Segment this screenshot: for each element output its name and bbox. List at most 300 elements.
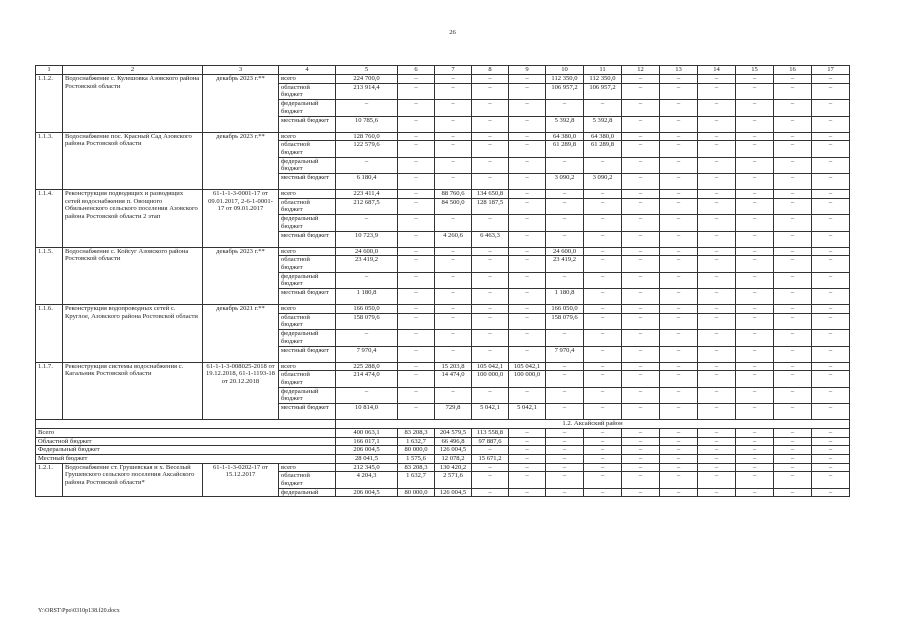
amount-cell: 12 078,2 bbox=[435, 454, 472, 463]
amount-cell: – bbox=[509, 428, 546, 437]
amount-cell: – bbox=[736, 387, 774, 403]
amount-cell: – bbox=[812, 256, 850, 272]
amount-cell: – bbox=[509, 132, 546, 141]
funding-source: областной бюджет bbox=[279, 472, 336, 488]
funding-source: всего bbox=[279, 305, 336, 314]
amount-cell: – bbox=[660, 404, 698, 420]
amount-cell: – bbox=[435, 116, 472, 132]
funding-source: областной бюджет bbox=[279, 83, 336, 99]
amount-cell: – bbox=[472, 83, 509, 99]
item-number: 1.1.7. bbox=[36, 362, 63, 420]
amount-cell: 166 050,0 bbox=[546, 305, 584, 314]
amount-cell: – bbox=[435, 83, 472, 99]
amount-cell: – bbox=[509, 247, 546, 256]
total-label: Всего bbox=[36, 428, 336, 437]
amount-cell: – bbox=[546, 371, 584, 387]
item-name: Реконструкция водопроводных сетей с. Круглое, Азовского района Ростовской области bbox=[63, 305, 203, 363]
amount-cell: – bbox=[660, 256, 698, 272]
item-name: Водоснабжение с. Кулешовка Азовского района Ростовской области bbox=[63, 75, 203, 133]
amount-cell: – bbox=[584, 247, 622, 256]
amount-cell: – bbox=[509, 454, 546, 463]
amount-cell: 106 957,2 bbox=[584, 83, 622, 99]
amount-cell: – bbox=[336, 272, 398, 288]
funding-source: всего bbox=[279, 190, 336, 199]
amount-cell: – bbox=[736, 83, 774, 99]
amount-cell: – bbox=[736, 371, 774, 387]
amount-cell: – bbox=[660, 247, 698, 256]
funding-source: федеральный бюджет bbox=[279, 215, 336, 231]
table-row bbox=[36, 305, 850, 314]
column-number-row bbox=[36, 66, 850, 75]
amount-cell: – bbox=[472, 157, 509, 173]
amount-cell: – bbox=[736, 404, 774, 420]
amount-cell: – bbox=[584, 437, 622, 446]
amount-cell: – bbox=[622, 404, 660, 420]
total-label: Федеральный бюджет bbox=[36, 446, 336, 455]
amount-cell: – bbox=[698, 330, 736, 346]
amount-cell: 158 079,6 bbox=[336, 313, 398, 329]
amount-cell: 10 785,6 bbox=[336, 116, 398, 132]
amount-cell: 729,8 bbox=[435, 404, 472, 420]
amount-cell: – bbox=[546, 472, 584, 488]
table-body bbox=[36, 66, 850, 497]
amount-cell: – bbox=[660, 174, 698, 190]
amount-cell: – bbox=[698, 116, 736, 132]
amount-cell: – bbox=[812, 404, 850, 420]
amount-cell: – bbox=[622, 215, 660, 231]
amount-cell: – bbox=[398, 100, 435, 116]
table-row bbox=[36, 75, 850, 84]
amount-cell: – bbox=[774, 313, 812, 329]
amount-cell: – bbox=[774, 463, 812, 472]
amount-cell: – bbox=[509, 231, 546, 247]
district-row bbox=[36, 420, 850, 429]
amount-cell: – bbox=[774, 488, 812, 497]
amount-cell: – bbox=[660, 289, 698, 305]
amount-cell: – bbox=[336, 215, 398, 231]
column-number: 8 bbox=[472, 66, 509, 75]
column-number: 6 bbox=[398, 66, 435, 75]
funding-source: федеральный бюджет bbox=[279, 387, 336, 403]
amount-cell: 23 419,2 bbox=[336, 256, 398, 272]
amount-cell: – bbox=[398, 75, 435, 84]
amount-cell: – bbox=[736, 289, 774, 305]
amount-cell: – bbox=[698, 305, 736, 314]
amount-cell: – bbox=[435, 289, 472, 305]
total-row bbox=[36, 437, 850, 446]
amount-cell: – bbox=[509, 174, 546, 190]
amount-cell: – bbox=[774, 198, 812, 214]
amount-cell: – bbox=[472, 132, 509, 141]
amount-cell: 1 632,7 bbox=[398, 437, 435, 446]
amount-cell: – bbox=[736, 157, 774, 173]
amount-cell: – bbox=[660, 141, 698, 157]
file-path-footer: Y:\ORST\Ppo\0310p138.f20.docx bbox=[38, 608, 120, 614]
amount-cell: – bbox=[546, 330, 584, 346]
amount-cell: – bbox=[660, 454, 698, 463]
amount-cell: – bbox=[509, 141, 546, 157]
amount-cell: – bbox=[622, 174, 660, 190]
column-number: 9 bbox=[509, 66, 546, 75]
amount-cell: – bbox=[774, 371, 812, 387]
amount-cell: – bbox=[660, 215, 698, 231]
amount-cell: – bbox=[398, 132, 435, 141]
amount-cell: – bbox=[584, 231, 622, 247]
amount-cell: – bbox=[398, 272, 435, 288]
amount-cell: – bbox=[472, 463, 509, 472]
amount-cell: – bbox=[546, 387, 584, 403]
item-name: Реконструкция подводящих и разводящих сетей водоснабжения п. Овощного Обильненского сельского поселения Азовского района Ростовской области 2 этап bbox=[63, 190, 203, 248]
amount-cell: 112 350,0 bbox=[584, 75, 622, 84]
amount-cell: – bbox=[584, 488, 622, 497]
funding-source: всего bbox=[279, 75, 336, 84]
amount-cell: 80 000,0 bbox=[398, 488, 435, 497]
amount-cell: – bbox=[812, 141, 850, 157]
amount-cell: – bbox=[622, 463, 660, 472]
amount-cell: – bbox=[546, 428, 584, 437]
amount-cell: – bbox=[472, 116, 509, 132]
amount-cell: – bbox=[736, 313, 774, 329]
amount-cell: – bbox=[736, 330, 774, 346]
amount-cell: – bbox=[774, 157, 812, 173]
amount-cell: – bbox=[698, 198, 736, 214]
amount-cell: 5 042,1 bbox=[509, 404, 546, 420]
amount-cell: – bbox=[398, 387, 435, 403]
amount-cell: – bbox=[584, 313, 622, 329]
amount-cell: – bbox=[398, 190, 435, 199]
amount-cell: 24 600,0 bbox=[336, 247, 398, 256]
amount-cell: – bbox=[698, 75, 736, 84]
amount-cell: 5 392,8 bbox=[546, 116, 584, 132]
amount-cell: – bbox=[660, 446, 698, 455]
amount-cell: – bbox=[812, 190, 850, 199]
amount-cell: – bbox=[546, 362, 584, 371]
amount-cell: – bbox=[472, 387, 509, 403]
amount-cell: – bbox=[660, 387, 698, 403]
amount-cell: – bbox=[584, 428, 622, 437]
financing-table bbox=[35, 65, 850, 497]
amount-cell: – bbox=[774, 472, 812, 488]
amount-cell: – bbox=[736, 174, 774, 190]
amount-cell: – bbox=[774, 428, 812, 437]
amount-cell: – bbox=[622, 289, 660, 305]
amount-cell: – bbox=[509, 330, 546, 346]
amount-cell: – bbox=[812, 116, 850, 132]
funding-source: местный бюджет bbox=[279, 231, 336, 247]
amount-cell: – bbox=[336, 330, 398, 346]
amount-cell: – bbox=[774, 231, 812, 247]
amount-cell: – bbox=[622, 231, 660, 247]
amount-cell: – bbox=[698, 387, 736, 403]
amount-cell: – bbox=[435, 346, 472, 362]
funding-source: федеральный бюджет bbox=[279, 330, 336, 346]
amount-cell: – bbox=[472, 446, 509, 455]
amount-cell: – bbox=[736, 428, 774, 437]
amount-cell: 61 289,8 bbox=[546, 141, 584, 157]
amount-cell: – bbox=[509, 157, 546, 173]
amount-cell: – bbox=[584, 404, 622, 420]
amount-cell: – bbox=[622, 157, 660, 173]
amount-cell: – bbox=[812, 428, 850, 437]
amount-cell: – bbox=[736, 454, 774, 463]
amount-cell: – bbox=[435, 330, 472, 346]
amount-cell: – bbox=[812, 488, 850, 497]
district-title: 1.2. Аксайский район bbox=[336, 420, 850, 429]
amount-cell: – bbox=[435, 387, 472, 403]
amount-cell: – bbox=[546, 463, 584, 472]
amount-cell: – bbox=[736, 256, 774, 272]
amount-cell: – bbox=[509, 272, 546, 288]
amount-cell: 105 042,1 bbox=[472, 362, 509, 371]
item-term: 61-1-1-3-0202-17 от 15.12.2017 bbox=[203, 463, 279, 497]
amount-cell: 14 474,0 bbox=[435, 371, 472, 387]
table-row bbox=[36, 132, 850, 141]
amount-cell: – bbox=[698, 404, 736, 420]
amount-cell: – bbox=[774, 75, 812, 84]
amount-cell: – bbox=[584, 387, 622, 403]
amount-cell: – bbox=[736, 463, 774, 472]
amount-cell: 88 760,6 bbox=[435, 190, 472, 199]
amount-cell: – bbox=[698, 256, 736, 272]
amount-cell: – bbox=[398, 83, 435, 99]
amount-cell: – bbox=[622, 100, 660, 116]
amount-cell: – bbox=[812, 100, 850, 116]
amount-cell: – bbox=[435, 305, 472, 314]
amount-cell: – bbox=[812, 472, 850, 488]
amount-cell: – bbox=[622, 141, 660, 157]
amount-cell: 213 914,4 bbox=[336, 83, 398, 99]
amount-cell: – bbox=[736, 132, 774, 141]
amount-cell: – bbox=[812, 454, 850, 463]
amount-cell: 105 042,1 bbox=[509, 362, 546, 371]
amount-cell: – bbox=[774, 132, 812, 141]
amount-cell: – bbox=[774, 404, 812, 420]
amount-cell: – bbox=[584, 472, 622, 488]
amount-cell: – bbox=[774, 256, 812, 272]
item-number: 1.1.6. bbox=[36, 305, 63, 363]
amount-cell: – bbox=[546, 231, 584, 247]
amount-cell: – bbox=[736, 272, 774, 288]
item-term: декабрь 2023 г.** bbox=[203, 75, 279, 133]
amount-cell: – bbox=[622, 362, 660, 371]
amount-cell: – bbox=[812, 272, 850, 288]
amount-cell: – bbox=[546, 198, 584, 214]
amount-cell: – bbox=[660, 305, 698, 314]
amount-cell: – bbox=[584, 256, 622, 272]
amount-cell: – bbox=[812, 215, 850, 231]
amount-cell: – bbox=[660, 272, 698, 288]
amount-cell: – bbox=[736, 75, 774, 84]
amount-cell: – bbox=[622, 75, 660, 84]
amount-cell: – bbox=[736, 488, 774, 497]
amount-cell: – bbox=[472, 141, 509, 157]
amount-cell: 204 579,5 bbox=[435, 428, 472, 437]
column-number: 13 bbox=[660, 66, 698, 75]
amount-cell: – bbox=[736, 247, 774, 256]
amount-cell: – bbox=[435, 75, 472, 84]
amount-cell: – bbox=[812, 313, 850, 329]
amount-cell: – bbox=[509, 116, 546, 132]
amount-cell: – bbox=[622, 472, 660, 488]
column-number: 16 bbox=[774, 66, 812, 75]
amount-cell: – bbox=[584, 215, 622, 231]
amount-cell: – bbox=[435, 141, 472, 157]
amount-cell: – bbox=[509, 305, 546, 314]
amount-cell: – bbox=[774, 116, 812, 132]
amount-cell: – bbox=[546, 190, 584, 199]
amount-cell: 223 411,4 bbox=[336, 190, 398, 199]
amount-cell: – bbox=[736, 362, 774, 371]
amount-cell: – bbox=[660, 100, 698, 116]
amount-cell: – bbox=[698, 488, 736, 497]
item-term: декабрь 2023 г.** bbox=[203, 132, 279, 190]
amount-cell: – bbox=[622, 387, 660, 403]
amount-cell: – bbox=[622, 446, 660, 455]
amount-cell: – bbox=[435, 215, 472, 231]
amount-cell: – bbox=[509, 488, 546, 497]
amount-cell: 64 380,0 bbox=[584, 132, 622, 141]
amount-cell: – bbox=[398, 371, 435, 387]
amount-cell: 126 004,5 bbox=[435, 488, 472, 497]
amount-cell: – bbox=[472, 488, 509, 497]
funding-source: федеральный бюджет bbox=[279, 100, 336, 116]
amount-cell: – bbox=[546, 404, 584, 420]
item-number: 1.2.1. bbox=[36, 463, 63, 497]
amount-cell: – bbox=[660, 371, 698, 387]
item-number: 1.1.2. bbox=[36, 75, 63, 133]
amount-cell: – bbox=[622, 313, 660, 329]
amount-cell: 24 600,0 bbox=[546, 247, 584, 256]
total-label: Местный бюджет bbox=[36, 454, 336, 463]
amount-cell: – bbox=[812, 157, 850, 173]
amount-cell: – bbox=[509, 472, 546, 488]
amount-cell: – bbox=[698, 346, 736, 362]
amount-cell: – bbox=[660, 313, 698, 329]
amount-cell: – bbox=[660, 231, 698, 247]
amount-cell: – bbox=[660, 75, 698, 84]
amount-cell: – bbox=[509, 100, 546, 116]
column-number: 15 bbox=[736, 66, 774, 75]
column-number: 11 bbox=[584, 66, 622, 75]
amount-cell: 1 632,7 bbox=[398, 472, 435, 488]
amount-cell: 100 000,0 bbox=[472, 371, 509, 387]
amount-cell: 4 260,6 bbox=[435, 231, 472, 247]
item-name: Реконструкция системы водоснабжения с. Кагальник Ростовской области bbox=[63, 362, 203, 420]
amount-cell: – bbox=[398, 141, 435, 157]
amount-cell: – bbox=[622, 371, 660, 387]
amount-cell: – bbox=[812, 362, 850, 371]
amount-cell: 1 180,8 bbox=[336, 289, 398, 305]
column-number: 7 bbox=[435, 66, 472, 75]
funding-source: всего bbox=[279, 132, 336, 141]
amount-cell: – bbox=[736, 141, 774, 157]
amount-cell: – bbox=[472, 174, 509, 190]
amount-cell: 66 496,8 bbox=[435, 437, 472, 446]
amount-cell: – bbox=[472, 256, 509, 272]
amount-cell: – bbox=[509, 387, 546, 403]
amount-cell: – bbox=[698, 174, 736, 190]
amount-cell: – bbox=[472, 100, 509, 116]
amount-cell: 97 887,6 bbox=[472, 437, 509, 446]
amount-cell: – bbox=[660, 157, 698, 173]
amount-cell: – bbox=[546, 446, 584, 455]
amount-cell: 212 687,5 bbox=[336, 198, 398, 214]
amount-cell: 23 419,2 bbox=[546, 256, 584, 272]
amount-cell: – bbox=[812, 198, 850, 214]
amount-cell: – bbox=[812, 231, 850, 247]
amount-cell: – bbox=[698, 362, 736, 371]
amount-cell: 7 970,4 bbox=[336, 346, 398, 362]
amount-cell: – bbox=[472, 272, 509, 288]
amount-cell: – bbox=[736, 116, 774, 132]
amount-cell: – bbox=[584, 289, 622, 305]
amount-cell: – bbox=[398, 215, 435, 231]
amount-cell: – bbox=[698, 371, 736, 387]
amount-cell: – bbox=[622, 132, 660, 141]
amount-cell: – bbox=[398, 231, 435, 247]
amount-cell: – bbox=[698, 463, 736, 472]
amount-cell: – bbox=[698, 289, 736, 305]
amount-cell: – bbox=[698, 437, 736, 446]
amount-cell: 15 203,8 bbox=[435, 362, 472, 371]
column-number: 3 bbox=[203, 66, 279, 75]
amount-cell: – bbox=[774, 247, 812, 256]
amount-cell: – bbox=[698, 231, 736, 247]
amount-cell: 212 345,0 bbox=[336, 463, 398, 472]
amount-cell: 83 208,3 bbox=[398, 463, 435, 472]
amount-cell: – bbox=[698, 132, 736, 141]
amount-cell: – bbox=[774, 272, 812, 288]
item-number: 1.1.5. bbox=[36, 247, 63, 305]
item-term: 61-1-1-3-008025-2018 от 19.12.2018, 61-1-1193-18 от 20.12.2018 bbox=[203, 362, 279, 420]
amount-cell: – bbox=[398, 198, 435, 214]
amount-cell: – bbox=[398, 157, 435, 173]
amount-cell: 83 208,3 bbox=[398, 428, 435, 437]
item-name: Водоснабжение с. Койсуг Азовского района Ростовской области bbox=[63, 247, 203, 305]
item-name: Водоснабжение пос. Красный Сад Азовского района Ростовской области bbox=[63, 132, 203, 190]
amount-cell: 206 004,5 bbox=[336, 446, 398, 455]
amount-cell: – bbox=[812, 75, 850, 84]
amount-cell: – bbox=[812, 387, 850, 403]
amount-cell: – bbox=[435, 157, 472, 173]
amount-cell: – bbox=[698, 472, 736, 488]
amount-cell: – bbox=[660, 437, 698, 446]
amount-cell: – bbox=[509, 190, 546, 199]
amount-cell: 6 180,4 bbox=[336, 174, 398, 190]
amount-cell: – bbox=[435, 313, 472, 329]
amount-cell: – bbox=[435, 247, 472, 256]
funding-source: местный бюджет bbox=[279, 174, 336, 190]
amount-cell: – bbox=[336, 100, 398, 116]
amount-cell: 166 017,1 bbox=[336, 437, 398, 446]
amount-cell: 10 814,0 bbox=[336, 404, 398, 420]
amount-cell: – bbox=[509, 346, 546, 362]
column-number: 10 bbox=[546, 66, 584, 75]
amount-cell: – bbox=[774, 454, 812, 463]
amount-cell: – bbox=[509, 198, 546, 214]
amount-cell: – bbox=[546, 454, 584, 463]
amount-cell: – bbox=[736, 231, 774, 247]
funding-source: всего bbox=[279, 247, 336, 256]
column-number: 12 bbox=[622, 66, 660, 75]
amount-cell: – bbox=[398, 247, 435, 256]
amount-cell: – bbox=[584, 454, 622, 463]
amount-cell: – bbox=[698, 313, 736, 329]
amount-cell: – bbox=[398, 346, 435, 362]
amount-cell: – bbox=[622, 116, 660, 132]
amount-cell: – bbox=[509, 437, 546, 446]
amount-cell: – bbox=[584, 371, 622, 387]
